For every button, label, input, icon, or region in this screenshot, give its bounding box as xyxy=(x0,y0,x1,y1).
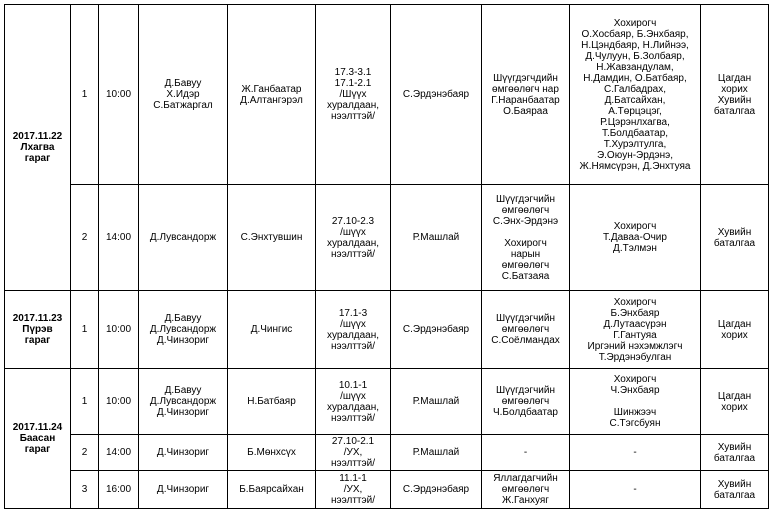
decision-cell: Хувийн баталгаа xyxy=(701,185,769,291)
session-time: 16:00 xyxy=(99,471,139,509)
article-cell: 11.1-1 /УХ, нээлттэй/ xyxy=(316,471,391,509)
article-cell: 10.1-1 /шүүх хуралдаан, нээлттэй/ xyxy=(316,369,391,435)
secretary-cell: С.Эрдэнэбаяр xyxy=(391,5,482,185)
session-time: 10:00 xyxy=(99,369,139,435)
advocates-cell: Шүүгдэгчийн өмгөөлөгч С.Соёлмандах xyxy=(482,291,570,369)
advocates-cell: - xyxy=(482,435,570,471)
advocates-cell: Шүүгдэгчийн өмгөөлөгч С.Энх-Эрдэнэ Хохирогч нарын өмгөөлөгч С.Батзаяа xyxy=(482,185,570,291)
session-number: 2 xyxy=(71,185,99,291)
advocates-cell: Шүүгдэгчдийн өмгөөлөгч нар Г.Наранбаатар О.Баяраа xyxy=(482,5,570,185)
participants-cell: Хохирогч Т.Даваа-Очир Д.Тэлмэн xyxy=(570,185,701,291)
article-cell: 27.10-2.3 /шүүх хуралдаан, нээлттэй/ xyxy=(316,185,391,291)
session-number: 2 xyxy=(71,435,99,471)
judges-cell: Д.Бавуу Д.Лувсандорж Д.Чинзориг xyxy=(139,291,228,369)
participants-cell: - xyxy=(570,435,701,471)
court-schedule-table xyxy=(4,4,769,509)
judges-cell: Д.Чинзориг xyxy=(139,435,228,471)
secretary-cell: С.Эрдэнэбаяр xyxy=(391,291,482,369)
table-row xyxy=(5,5,769,185)
date-cell: 2017.11.22 Лхагва гараг xyxy=(5,5,71,291)
date-cell: 2017.11.24 Баасан гараг xyxy=(5,369,71,509)
secretary-cell: Р.Машлай xyxy=(391,185,482,291)
table-row xyxy=(5,185,769,291)
session-number: 1 xyxy=(71,5,99,185)
decision-cell: Цагдан хорих Хувийн баталгаа xyxy=(701,5,769,185)
advocates-cell: Шүүгдэгчийн өмгөөлөгч Ч.Болдбаатар xyxy=(482,369,570,435)
defendant-cell: С.Энхтувшин xyxy=(228,185,316,291)
session-number: 1 xyxy=(71,369,99,435)
decision-cell: Цагдан хорих xyxy=(701,369,769,435)
table-row xyxy=(5,369,769,435)
session-number: 1 xyxy=(71,291,99,369)
advocates-cell: Яллагдагчийн өмгөөлөгч Ж.Ганхуяг xyxy=(482,471,570,509)
judges-cell: Д.Бавуу Х.Идэр С.Батжаргал xyxy=(139,5,228,185)
participants-cell: Хохирогч Б.Энхбаяр Д.Лутаасүрэн Г.Гантуяа Иргэний нэхэмжлэгч Т.Эрдэнэбулган xyxy=(570,291,701,369)
article-cell: 17.3-3.1 17.1-2.1 /Шүүх хуралдаан, нээлттэй/ xyxy=(316,5,391,185)
defendant-cell: Д.Чингис xyxy=(228,291,316,369)
judges-cell: Д.Бавуу Д.Лувсандорж Д.Чинзориг xyxy=(139,369,228,435)
table-row xyxy=(5,471,769,509)
article-cell: 17.1-3 /шүүх хуралдаан, нээлттэй/ xyxy=(316,291,391,369)
participants-cell: Хохирогч Ч.Энхбаяр Шинжээч С.Тэгсбуян xyxy=(570,369,701,435)
table-row xyxy=(5,291,769,369)
court-schedule-sheet xyxy=(4,4,769,509)
decision-cell: Хувийн баталгаа xyxy=(701,435,769,471)
participants-cell: Хохирогч О.Хосбаяр, Б.Энхбаяр, Н.Цэндбаяр, Н.Лийнээ, Д.Чулуун, Б.Золбаяр, Н.Жавзандулам, Н.Дамдин, О.Батбаяр, С.Галбадрах, Д.Батсайхан, А.Төрцэцэг, Р.Цэрэнлхагва, Т.Болдбаатар, Т.Хурэлтулга, Э.Оюун-Эрдэнэ, Ж.Нямсүрэн, Д.Энхтуяа xyxy=(570,5,701,185)
participants-cell: - xyxy=(570,471,701,509)
decision-cell: Цагдан хорих xyxy=(701,291,769,369)
session-time: 14:00 xyxy=(99,435,139,471)
session-time: 14:00 xyxy=(99,185,139,291)
secretary-cell: Р.Машлай xyxy=(391,435,482,471)
session-number: 3 xyxy=(71,471,99,509)
session-time: 10:00 xyxy=(99,291,139,369)
defendant-cell: Н.Батбаяр xyxy=(228,369,316,435)
article-cell: 27.10-2.1 /УХ, нээлттэй/ xyxy=(316,435,391,471)
secretary-cell: Р.Машлай xyxy=(391,369,482,435)
judges-cell: Д.Лувсандорж xyxy=(139,185,228,291)
secretary-cell: С.Эрдэнэбаяр xyxy=(391,471,482,509)
judges-cell: Д.Чинзориг xyxy=(139,471,228,509)
defendant-cell: Б.Баярсайхан xyxy=(228,471,316,509)
defendant-cell: Б.Мөнхсүх xyxy=(228,435,316,471)
defendant-cell: Ж.Ганбаатар Д.Алтангэрэл xyxy=(228,5,316,185)
date-cell: 2017.11.23 Пүрэв гараг xyxy=(5,291,71,369)
session-time: 10:00 xyxy=(99,5,139,185)
decision-cell: Хувийн баталгаа xyxy=(701,471,769,509)
table-row xyxy=(5,435,769,471)
